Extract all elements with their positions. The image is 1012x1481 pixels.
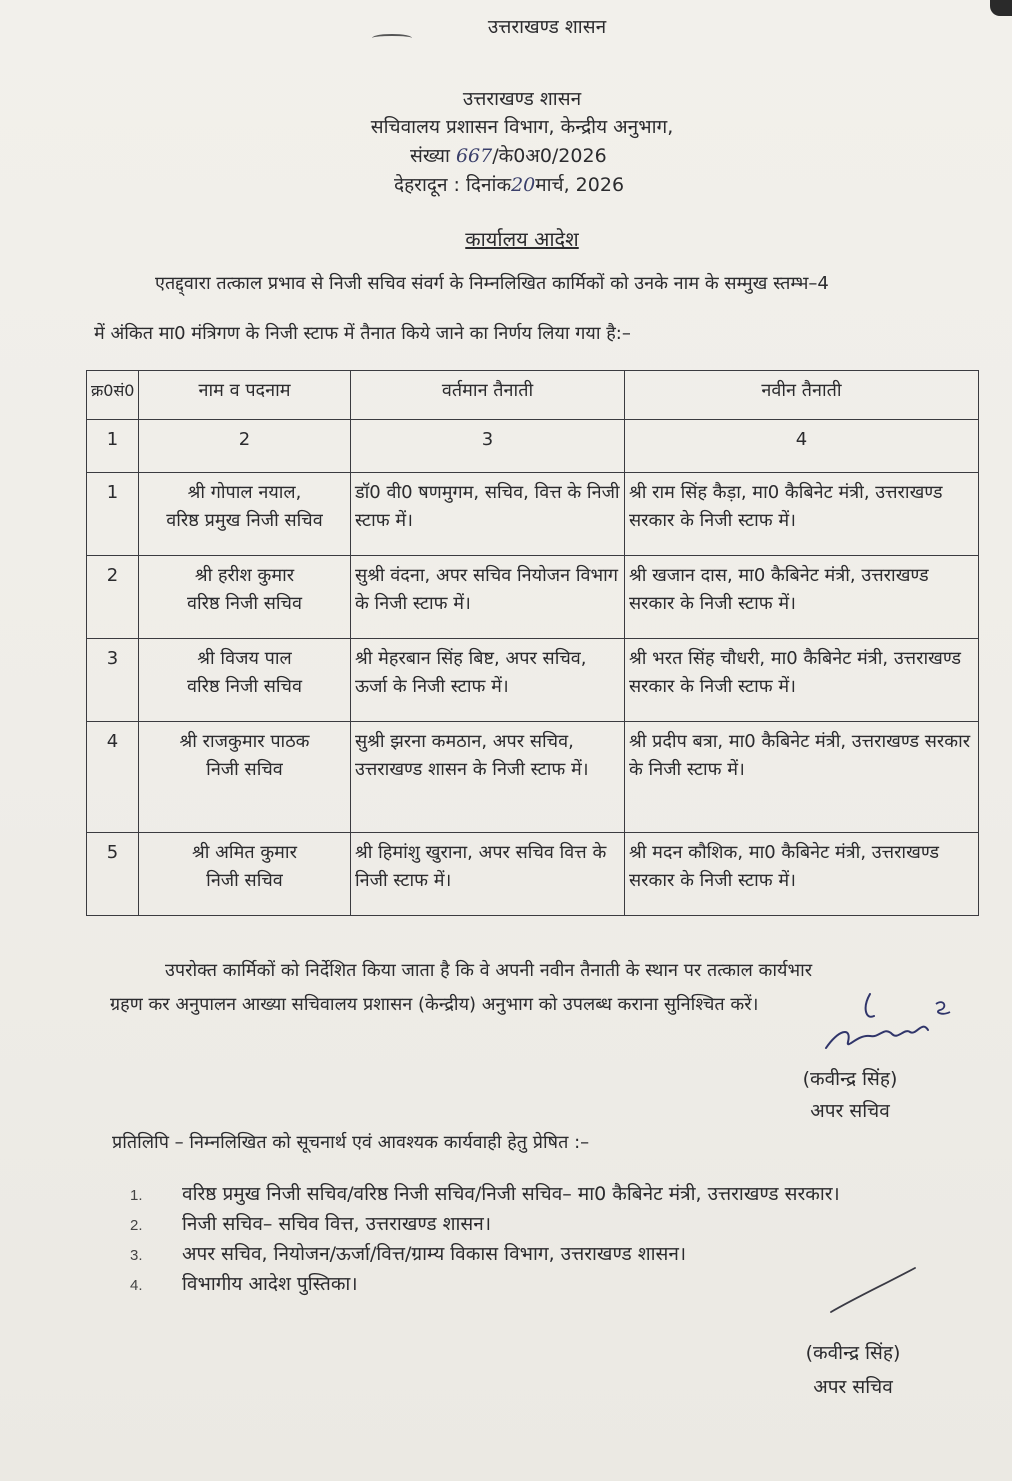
header-sno: क्र0सं0 bbox=[87, 371, 139, 420]
list-item bbox=[130, 1240, 840, 1270]
list-item-number: 4. bbox=[130, 1277, 143, 1294]
intro-line-2: में अंकित मा0 मंत्रिगण के निजी स्टाफ में तैनात किये जाने का निर्णय लिया गया है:– bbox=[94, 323, 631, 344]
row-name-cell bbox=[139, 833, 351, 916]
row-name-cell bbox=[139, 722, 351, 833]
row-name-cell bbox=[139, 556, 351, 639]
posting-table bbox=[86, 370, 979, 916]
intro-line-1: एतद्द्वारा तत्काल प्रभाव से निजी सचिव संवर्ग के निम्नलिखित कार्मिकों को उनके नाम के सम्मुख स्तम्भ–4 bbox=[155, 273, 829, 294]
row-sno: 1 bbox=[87, 473, 139, 556]
letterhead-govt: उत्तराखण्ड शासन bbox=[462, 88, 582, 110]
list-item-number: 3. bbox=[130, 1247, 143, 1264]
list-item-number: 1. bbox=[130, 1187, 143, 1204]
row-designation: निजी सचिव bbox=[206, 870, 283, 891]
order-title: कार्यालय आदेश bbox=[465, 227, 579, 251]
list-item-text: अपर सचिव, नियोजन/ऊर्जा/वित्त/ग्राम्य विकास विभाग, उत्तराखण्ड शासन। bbox=[182, 1243, 687, 1265]
row-new-posting: श्री प्रदीप बत्रा, मा0 कैबिनेट मंत्री, उत्तराखण्ड सरकार के निजी स्टाफ में। bbox=[625, 722, 979, 833]
instruction-line-1: उपरोक्त कार्मिकों को निर्देशित किया जाता है कि वे अपनी नवीन तैनाती के स्थान पर तत्काल कार्यभार bbox=[165, 960, 813, 981]
letter-number bbox=[410, 143, 607, 169]
signatory-designation-2: अपर सचिव bbox=[813, 1376, 893, 1398]
row-current-posting: सुश्री झरना कमठान, अपर सचिव, उत्तराखण्ड शासन के निजी स्टाफ में। bbox=[351, 722, 625, 833]
signatory-name: (कवीन्द्र सिंह) bbox=[802, 1068, 898, 1090]
row-new-posting: श्री मदन कौशिक, मा0 कैबिनेट मंत्री, उत्तराखण्ड सरकार के निजी स्टाफ में। bbox=[625, 833, 979, 916]
row-name: श्री विजय पाल bbox=[197, 648, 292, 669]
table-row bbox=[87, 473, 979, 556]
letter-date-prefix: देहरादून : दिनांक bbox=[394, 174, 512, 196]
list-item bbox=[130, 1180, 840, 1210]
row-new-posting: श्री खजान दास, मा0 कैबिनेट मंत्री, उत्तराखण्ड सरकार के निजी स्टाफ में। bbox=[625, 556, 979, 639]
table-row bbox=[87, 722, 979, 833]
list-item-text: विभागीय आदेश पुस्तिका। bbox=[182, 1273, 358, 1295]
row-current-posting: श्री हिमांशु खुराना, अपर सचिव वित्त के निजी स्टाफ में। bbox=[351, 833, 625, 916]
letter-date bbox=[394, 172, 624, 198]
row-name: श्री राजकुमार पाठक bbox=[179, 731, 310, 752]
top-header: उत्तराखण्ड शासन bbox=[487, 16, 607, 38]
row-current-posting: डॉ0 वी0 षणमुगम, सचिव, वित्त के निजी स्टाफ में। bbox=[351, 473, 625, 556]
row-sno: 4 bbox=[87, 722, 139, 833]
letter-number-handwritten: 667 bbox=[455, 145, 493, 167]
row-sno: 5 bbox=[87, 833, 139, 916]
row-name: श्री गोपाल नयाल, bbox=[187, 482, 302, 503]
table-row bbox=[87, 833, 979, 916]
row-name: श्री अमित कुमार bbox=[192, 842, 297, 863]
letter-date-handwritten: 20 bbox=[511, 174, 536, 196]
row-name-cell bbox=[139, 473, 351, 556]
column-number: 4 bbox=[625, 420, 979, 473]
instruction-line-2: ग्रहण कर अनुपालन आख्या सचिवालय प्रशासन (केन्द्रीय) अनुभाग को उपलब्ध कराना सुनिश्चित करें। bbox=[110, 994, 759, 1015]
letter-number-suffix: /के0अ0/2026 bbox=[492, 145, 607, 167]
table-row bbox=[87, 639, 979, 722]
row-designation: निजी सचिव bbox=[206, 759, 283, 780]
header-name: नाम व पदनाम bbox=[139, 371, 351, 420]
letterhead-department: सचिवालय प्रशासन विभाग, केन्द्रीय अनुभाग, bbox=[370, 116, 674, 138]
column-number-row bbox=[87, 420, 979, 473]
column-number: 3 bbox=[351, 420, 625, 473]
copy-to-list bbox=[130, 1180, 840, 1300]
handwritten-signature bbox=[818, 990, 958, 1060]
page-corner-shadow bbox=[990, 0, 1012, 16]
row-designation: वरिष्ठ निजी सचिव bbox=[186, 593, 302, 614]
row-current-posting: श्री मेहरबान सिंह बिष्ट, अपर सचिव, ऊर्जा के निजी स्टाफ में। bbox=[351, 639, 625, 722]
list-item-number: 2. bbox=[130, 1217, 143, 1234]
list-item bbox=[130, 1210, 840, 1240]
column-number: 1 bbox=[87, 420, 139, 473]
copy-to-heading: प्रतिलिपि – निम्नलिखित को सूचनार्थ एवं आवश्यक कार्यवाही हेतु प्रेषित :– bbox=[112, 1132, 590, 1153]
list-item-text: निजी सचिव– सचिव वित्त, उत्तराखण्ड शासन। bbox=[182, 1213, 492, 1235]
row-sno: 2 bbox=[87, 556, 139, 639]
list-item-text: वरिष्ठ प्रमुख निजी सचिव/वरिष्ठ निजी सचिव/निजी सचिव– मा0 कैबिनेट मंत्री, उत्तराखण्ड सरकार। bbox=[182, 1183, 840, 1205]
table-header-row bbox=[87, 371, 979, 420]
signature-stroke bbox=[825, 1262, 925, 1318]
row-sno: 3 bbox=[87, 639, 139, 722]
row-new-posting: श्री राम सिंह कैड़ा, मा0 कैबिनेट मंत्री, उत्तराखण्ड सरकार के निजी स्टाफ में। bbox=[625, 473, 979, 556]
column-number: 2 bbox=[139, 420, 351, 473]
header-current: वर्तमान तैनाती bbox=[351, 371, 625, 420]
list-item bbox=[130, 1270, 840, 1300]
signatory-name-2: (कवीन्द्र सिंह) bbox=[805, 1342, 901, 1364]
signatory-designation: अपर सचिव bbox=[810, 1100, 890, 1122]
row-designation: वरिष्ठ प्रमुख निजी सचिव bbox=[166, 510, 323, 531]
row-new-posting: श्री भरत सिंह चौधरी, मा0 कैबिनेट मंत्री, उत्तराखण्ड सरकार के निजी स्टाफ में। bbox=[625, 639, 979, 722]
row-current-posting: सुश्री वंदना, अपर सचिव नियोजन विभाग के निजी स्टाफ में। bbox=[351, 556, 625, 639]
row-name-cell bbox=[139, 639, 351, 722]
scribble-mark bbox=[372, 34, 412, 42]
letter-number-prefix: संख्या bbox=[410, 145, 450, 167]
row-name: श्री हरीश कुमार bbox=[194, 565, 295, 586]
row-designation: वरिष्ठ निजी सचिव bbox=[186, 676, 302, 697]
table-row bbox=[87, 556, 979, 639]
letter-date-suffix: मार्च, 2026 bbox=[535, 174, 625, 196]
header-new: नवीन तैनाती bbox=[625, 371, 979, 420]
